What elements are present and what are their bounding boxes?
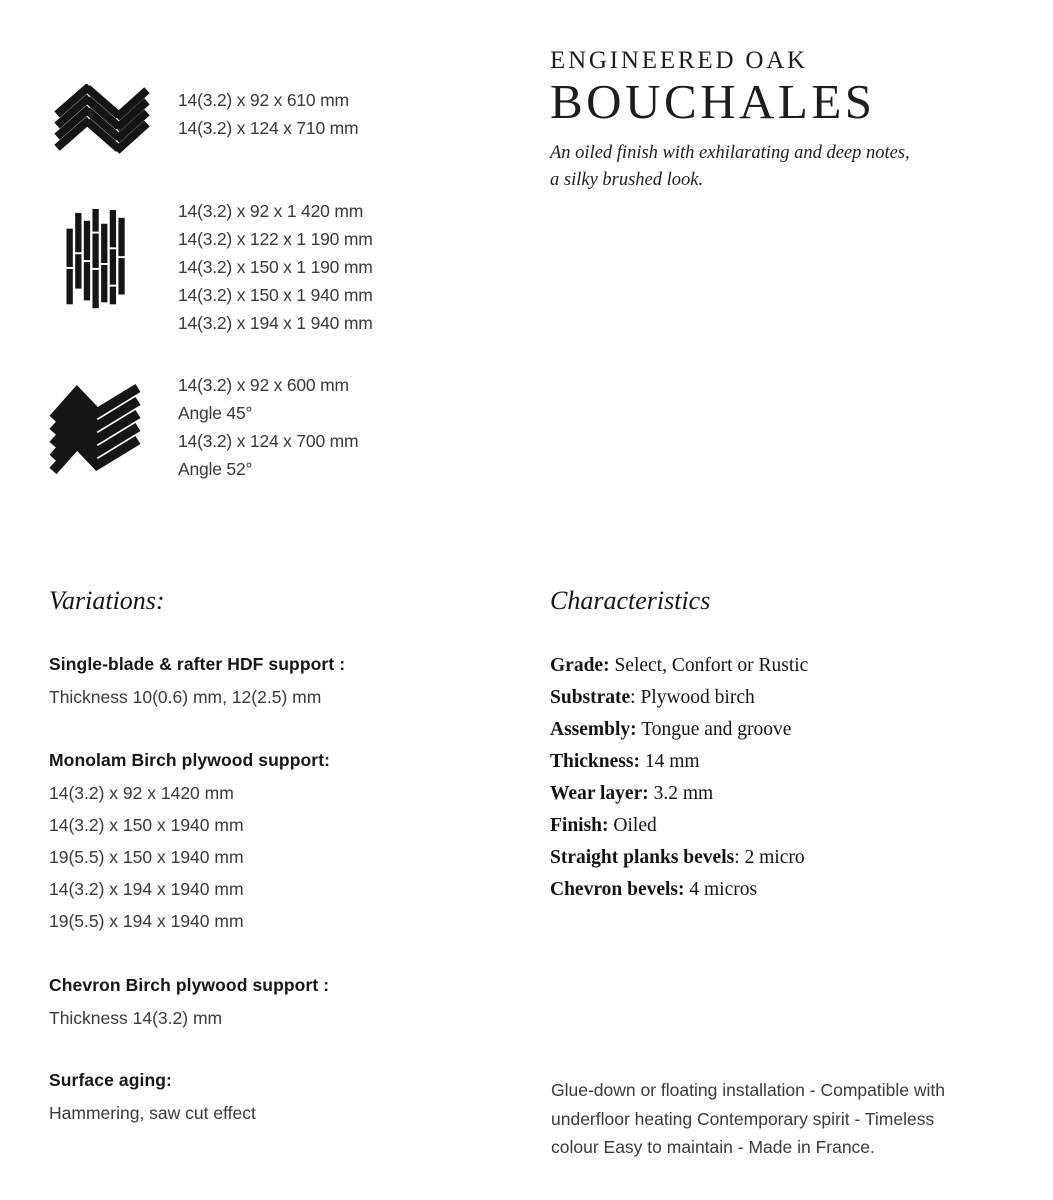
characteristics-list — [550, 650, 808, 906]
product-category: ENGINEERED OAK — [550, 47, 808, 74]
product-tagline — [550, 140, 910, 194]
herringbone-pattern-icon — [54, 84, 150, 155]
dimension-line: Angle 52° — [178, 459, 253, 479]
variation-line: 19(5.5) x 194 x 1940 mm — [49, 911, 244, 931]
characteristic-label: Assembly: — [550, 719, 637, 740]
dimension-line: 14(3.2) x 124 x 700 mm — [178, 431, 359, 451]
characteristic-label: Finish: — [550, 815, 609, 836]
format-row-straight-planks — [66, 209, 126, 322]
characteristic-value: 14 mm — [639, 751, 700, 772]
variation-line: 14(3.2) x 150 x 1940 mm — [49, 815, 244, 835]
characteristics-heading: Characteristics — [550, 586, 711, 615]
variation-line: Hammering, saw cut effect — [49, 1103, 256, 1123]
dimension-line: 14(3.2) x 194 x 1 940 mm — [178, 313, 373, 333]
variation-group-chevron — [49, 973, 329, 1034]
format-row-chevron — [47, 381, 142, 480]
product-title: BOUCHALES — [550, 74, 876, 129]
characteristic-row — [550, 842, 808, 874]
tagline-line: An oiled finish with exhilarating and deep notes, — [550, 142, 910, 163]
variation-group-monolam — [49, 748, 330, 937]
characteristic-value: 4 micros — [684, 879, 758, 900]
characteristic-row — [550, 746, 808, 778]
dimension-line: 14(3.2) x 92 x 1 420 mm — [178, 201, 364, 221]
variation-group-hdf — [49, 652, 345, 713]
variation-group-surface-aging — [49, 1068, 256, 1129]
format-dimensions-straight-planks — [178, 197, 373, 337]
characteristic-row — [550, 778, 808, 810]
variation-line: Thickness 14(3.2) mm — [49, 1008, 223, 1028]
variation-group-title: Monolam Birch plywood support: — [49, 750, 331, 770]
variation-line: 19(5.5) x 150 x 1940 mm — [49, 847, 244, 867]
dimension-line: 14(3.2) x 150 x 1 940 mm — [178, 285, 373, 305]
dimension-line: 14(3.2) x 92 x 600 mm — [178, 375, 349, 395]
installation-note: Glue-down or floating installation - Compatible with underfloor heating Contemporary spirit - Timeless colour Easy to maintain - Made in France. — [551, 1080, 945, 1157]
characteristic-row — [550, 874, 808, 906]
characteristic-label: Substrate — [550, 687, 631, 708]
dimension-line: 14(3.2) x 150 x 1 190 mm — [178, 257, 373, 277]
characteristic-value: Oiled — [608, 815, 657, 836]
characteristic-label: Grade: — [550, 655, 610, 676]
characteristic-value: Select, Confort or Rustic — [609, 655, 809, 676]
tagline-line: a silky brushed look. — [550, 169, 704, 190]
characteristic-value: Tongue and groove — [636, 719, 792, 740]
characteristic-label: Chevron bevels: — [550, 879, 685, 900]
variation-line: Thickness 10(0.6) mm, 12(2.5) mm — [49, 687, 322, 707]
characteristic-row — [550, 810, 808, 842]
characteristic-row — [550, 714, 808, 746]
variation-group-title: Surface aging: — [49, 1070, 172, 1090]
straight-planks-pattern-icon — [66, 209, 126, 322]
characteristic-label: Wear layer: — [550, 783, 649, 804]
brand-header — [550, 47, 910, 194]
dimension-line: 14(3.2) x 124 x 710 mm — [178, 118, 359, 138]
characteristic-row — [550, 682, 808, 714]
variation-group-title: Single-blade & rafter HDF support : — [49, 654, 346, 674]
characteristic-value: 3.2 mm — [648, 783, 714, 804]
format-dimensions-chevron — [178, 371, 358, 483]
chevron-pattern-icon — [47, 381, 142, 480]
variation-group-title: Chevron Birch plywood support : — [49, 975, 330, 995]
format-dimensions-herringbone — [178, 86, 358, 142]
dimension-line: 14(3.2) x 92 x 610 mm — [178, 90, 349, 110]
variation-line: 14(3.2) x 194 x 1940 mm — [49, 879, 244, 899]
characteristic-label: Thickness: — [550, 751, 640, 772]
characteristic-value: : Plywood birch — [630, 687, 755, 708]
variations-heading: Variations: — [49, 586, 165, 615]
dimension-line: Angle 45° — [178, 403, 253, 423]
characteristic-value: : 2 micro — [734, 847, 805, 868]
format-row-herringbone — [54, 84, 150, 155]
dimension-line: 14(3.2) x 122 x 1 190 mm — [178, 229, 373, 249]
characteristic-row — [550, 650, 808, 682]
variation-line: 14(3.2) x 92 x 1420 mm — [49, 783, 234, 803]
characteristic-label: Straight planks bevels — [550, 847, 735, 868]
